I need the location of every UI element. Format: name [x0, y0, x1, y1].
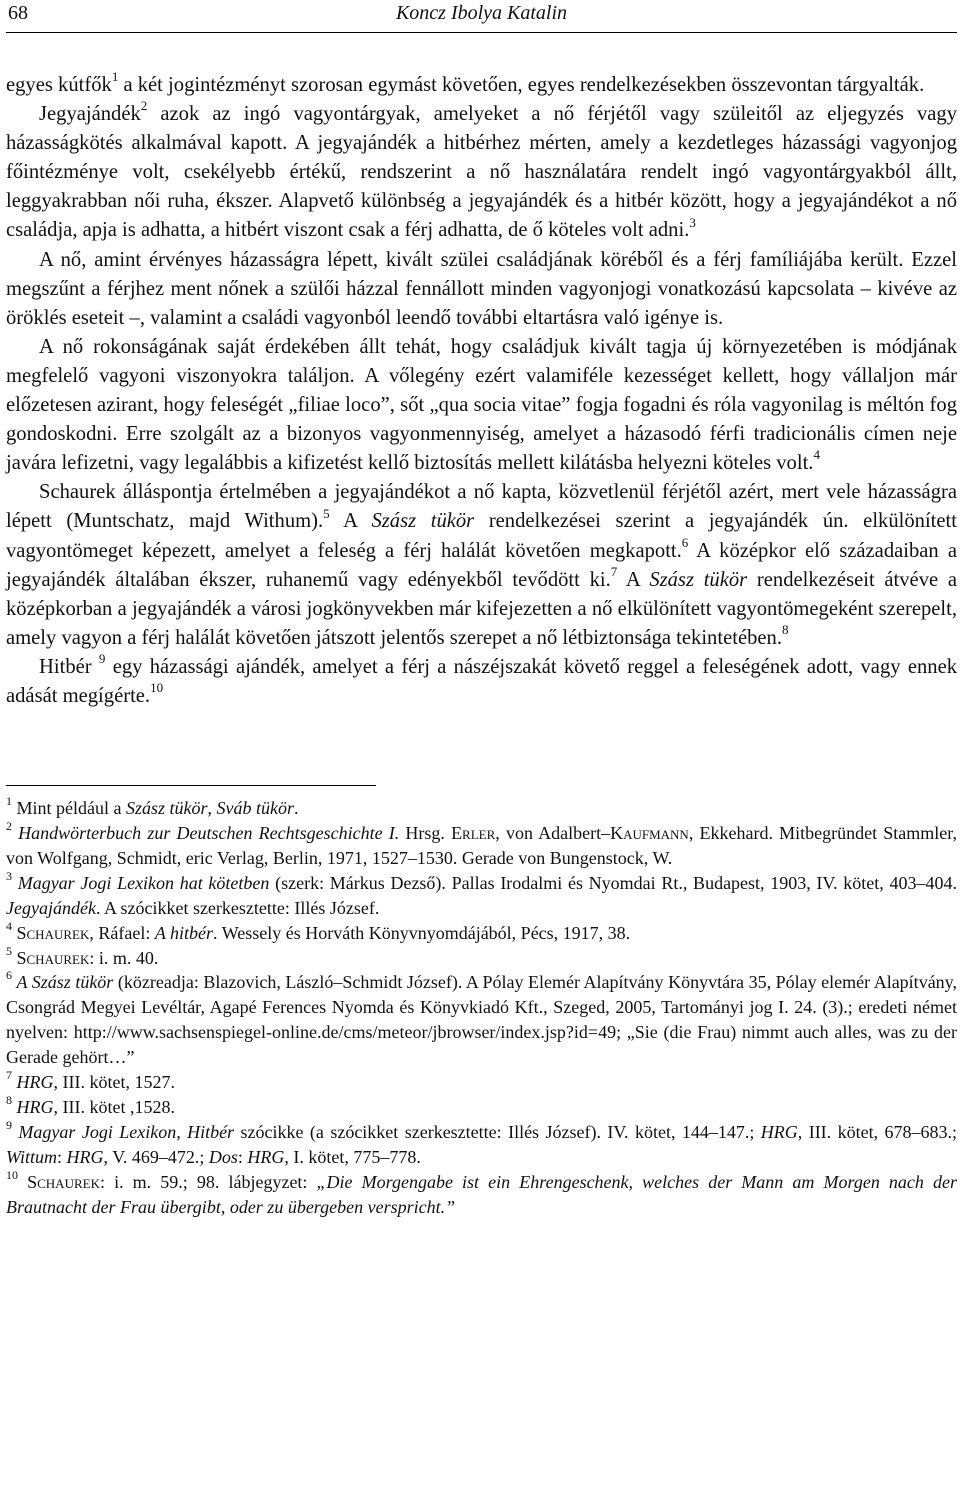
text-run: A nő rokonságának saját érdekében állt tehát, hogy családjuk kivált tagja új környezetében is módjának megfelelő vagyoni viszonyokra találjon. A vőlegény ezért valamiféle kezességet kellett, hogy vállaljon már előzetesen azirant, hogy feleségét „filiae loco”, sőt „qua socia vitae” fogja fogadni és róla vagyonilag is méltón fog gondoskodni. Erre szolgált az a bizonyos vagyonmennyiség, amelyet a házasodó férfi tradicionális címen neje javára lefizetni, vagy legalábbis a kifizetést kellő biztosítás mellett kilátásba helyezni köteles volt. [6, 335, 957, 475]
footnote-separator [6, 785, 376, 786]
italic-text: Sváb tükör [216, 798, 294, 819]
text-run: : [57, 1146, 67, 1167]
footnote-2 [6, 818, 958, 871]
paragraph [6, 100, 957, 245]
footnote-ref: 2 [140, 98, 148, 114]
italic-text: Dos [208, 1146, 238, 1167]
author-name: Erler [451, 822, 496, 843]
text-run: : [237, 1146, 248, 1167]
italic-text: Szász tükör [371, 510, 475, 533]
text-run: . [293, 798, 299, 819]
text-run: , Ráfael: [89, 922, 155, 943]
italic-text: Magyar Jogi Lexikon, Hitbér [18, 1121, 235, 1142]
italic-text: HRG [760, 1121, 798, 1142]
text-run: (szerk: Márkus Dezső). Pallas Irodalmi és Nyomdai Rt., Budapest, 1903, IV. kötet, 403–404. [269, 872, 957, 893]
author-name: Schaurek [16, 947, 90, 968]
paragraph [6, 653, 957, 711]
footnote-number: 9 [6, 1117, 12, 1132]
footnote-3 [6, 868, 957, 921]
footnote-5 [6, 943, 957, 971]
text-run: : i. m. 40. [89, 947, 159, 968]
text-run: egy házassági ajándék, amelyet a férj a nászéjszakát követő reggel a feleségének adott, vagy ennek adását megígérte. [6, 655, 958, 707]
italic-text: HRG [16, 1096, 54, 1117]
italic-text: A hitbér [154, 922, 214, 943]
italic-text: A Szász tükör [16, 972, 114, 993]
footnote-number: 5 [6, 943, 12, 958]
paragraph [6, 333, 957, 478]
text-run: , Ekkehard. Mitbegründet Stammler, von Wolfgang, Schmidt, eric Verlag, Berlin, 1971, 1527–1530. Gerade von Bungenstock, W. [6, 822, 958, 868]
footnote-number: 1 [6, 794, 12, 809]
paragraph [6, 246, 957, 333]
footnote-ref: 9 [98, 651, 106, 667]
italic-text: HRG [66, 1146, 104, 1167]
footnote-number: 8 [6, 1092, 12, 1107]
body-text [6, 71, 957, 711]
text-run: . A szócikket szerkesztette: Illés József. [95, 897, 380, 918]
text-run: Schaurek álláspontja értelmében a jegyajándékot a nő kapta, közvetlenül férjétől azért, mert vele házasságra lépett (Muntschatz, majd Withum). [6, 481, 957, 533]
text-run: A középkor elő századaiban a jegyajándék általában ékszer, ruhanemű vagy edényekből tevődött ki. [6, 539, 957, 591]
footnote-8 [6, 1092, 957, 1120]
text-run: , [207, 798, 217, 819]
italic-text: Wittum [6, 1146, 58, 1167]
text-run [18, 1172, 27, 1192]
text-run: , III. kötet ,1528. [53, 1096, 175, 1117]
text-run: Mint például a [12, 798, 126, 819]
text-run: , I. kötet, 775–778. [284, 1146, 421, 1167]
author-name: Schaurek [16, 922, 90, 943]
text-run: Jegyajándék [39, 103, 141, 126]
document-page [6, 0, 957, 1219]
footnote-7 [6, 1070, 957, 1095]
page-header [6, 0, 957, 33]
text-run: , von Adalbert– [495, 822, 611, 843]
italic-text: HRG [16, 1072, 54, 1093]
text-run: . Wessely és Horváth Könyvnyomdájából, Pécs, 1917, 38. [213, 922, 631, 943]
footnote-6 [6, 970, 957, 1070]
footnote-ref: 10 [150, 680, 164, 696]
running-title: Koncz Ibolya Katalin [395, 2, 568, 24]
footnote-ref: 7 [610, 563, 618, 579]
italic-text: HRG [247, 1146, 285, 1167]
text-run: rendelkezéseit átvéve a középkorban a jegyajándék a városi jogkönyvekben már kifejezetten a nő elkülönített vagyontömegeként szerepelt, amely vagyon a férj halálát követően játszott jelentős szerepet a nő létbiztonsága tekintetében. [6, 568, 957, 649]
text-run: Hrsg. [399, 822, 452, 843]
text-run: A nő, amint érvényes házasságra lépett, kivált szülei családjának köréből és a férj famíliájába került. Ezzel megszűnt a férjhez ment nőnek a szülői házzal fennállott minden vagyonjogi vonatkozású kapcsolata – kivéve az öröklés eseteit –, valamint a családi vagyonból leendő további eltartásra való igénye is. [6, 248, 957, 329]
text-run: : i. m. 59.; 98. lábjegyzet: [99, 1171, 317, 1192]
footnote-9 [6, 1117, 957, 1170]
text-run: (közreadja: Blazovich, László–Schmidt József). A Pólay Elemér Alapítvány Könyvtára 35, Pólay elemér Alapítvány, Csongrád Megyei Levéltár, Agapé Ferences Nyomda és Könyvkiadó Kft., Szeged, 2005, Tartományi jog I. 24. (3).; eredeti német nyelven: http://www.sachsenspiegel-online.de/cms/meteor/jbrowser/index.jsp?id=49; „Sie (die Frau) nimmt auch alles, was zu der Gerade gehört…” [6, 972, 958, 1068]
italic-text: Magyar Jogi Lexikon hat kötetben [17, 872, 270, 893]
text-run: Hitbér [39, 655, 99, 678]
text-run: egyes kútfők [6, 74, 112, 96]
text-run: azok az ingó vagyontárgyak, amelyeket a nő férjétől vagy szüleitől az eljegyzés vagy házasságkötés alkalmával kapott. A jegyajándék a hitbérhez mérten, amely a kezdetleges házassági vagyonjog főintézménye volt, csekélyebb értékű, rendszerint a nő használatára rendelt ingó vagyontárgyakból állt, leggyakrabban női ruha, ékszer. Alapvető különbség a jegyajándék és a hitbér között, hogy a jegyajándékot a nő családja, apja is adhatta, a hitbért viszont csak a férj adhatta, de ő köteles volt adni. [6, 103, 957, 242]
footnote-number: 4 [6, 918, 12, 933]
text-run: rendelkezései szerint a jegyajándék ún. elkülönített vagyontömeget képezett, amelyet a feleség a férj halálát követően megkapott. [6, 510, 957, 562]
italic-text: Handwörterbuch zur Deutschen Rechtsgeschichte I. [18, 822, 400, 843]
footnote-number: 6 [6, 968, 12, 983]
text-run: , V. 469–472.; [103, 1146, 209, 1167]
text-run: szócikke (a szócikket szerkesztette: Illés József). IV. kötet, 144–147.; [234, 1121, 761, 1142]
page-number: 68 [8, 2, 28, 24]
footnote-ref: 4 [813, 447, 820, 463]
footnote-4 [6, 918, 957, 946]
italic-text: Szász tükör [649, 568, 748, 591]
paragraph [6, 478, 957, 653]
author-name: Schaurek [27, 1171, 100, 1192]
paragraph [6, 71, 957, 100]
footnote-ref: 8 [781, 621, 789, 637]
text-run: , III. kötet, 678–683.; [797, 1121, 957, 1142]
footnote-1 [6, 796, 957, 821]
footnote-number: 7 [6, 1068, 12, 1083]
text-run: , III. kötet, 1527. [53, 1072, 175, 1093]
text-run: A [329, 510, 372, 533]
footnotes [6, 796, 957, 1219]
footnote-ref: 3 [689, 214, 696, 230]
italic-text: Szász tükör [125, 798, 208, 819]
footnote-ref: 6 [681, 534, 689, 550]
footnote-ref: 5 [323, 505, 330, 521]
italic-text: „Die Morgengabe ist ein Ehrengeschenk, welches der Mann am Morgen nach der Brautnacht der Frau übergibt, oder zu übergeben verspricht.” [6, 1171, 958, 1217]
footnote-number: 10 [6, 1167, 18, 1182]
footnote-ref: 1 [111, 69, 119, 85]
footnote-10 [6, 1167, 958, 1220]
author-name: Kaufmann [610, 822, 689, 843]
footnote-number: 2 [6, 818, 12, 833]
italic-text: Jegyajándék [6, 897, 96, 918]
text-run: a két jogintézményt szorosan egymást követően, egyes rendelkezésekben összevontan tárgyalták. [118, 74, 925, 96]
footnote-number: 3 [6, 868, 12, 883]
text-run: A [617, 568, 650, 591]
